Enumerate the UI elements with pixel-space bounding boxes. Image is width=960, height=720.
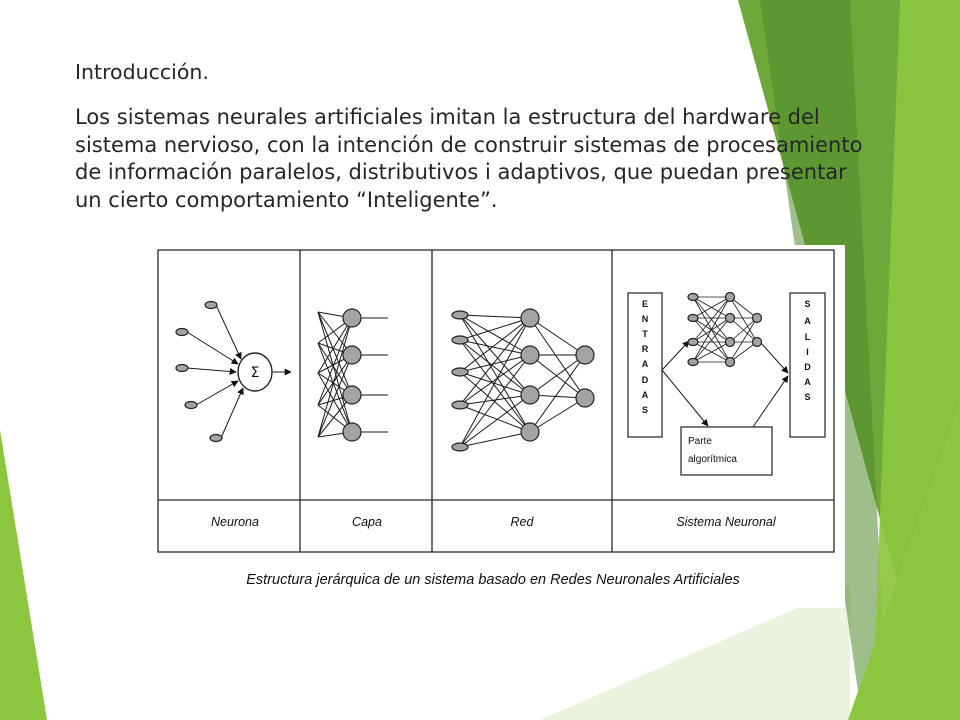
column-label-neurona: Neurona: [211, 515, 259, 529]
connection: [460, 315, 530, 318]
outputs-box-letter: I: [806, 347, 809, 357]
green-facet-left: [0, 430, 47, 720]
hidden-node: [521, 423, 539, 441]
input-node: [210, 435, 222, 442]
column-labels: [211, 515, 777, 529]
figure-caption: Estructura jerárquica de un sistema basado en Redes Neuronales Artificiales: [246, 572, 740, 588]
panel-neurona: [176, 302, 291, 442]
inputs-box-letter: S: [641, 405, 649, 415]
neuron-node: [343, 309, 361, 327]
figure-neural-hierarchy: [155, 245, 845, 608]
input-arrow: [196, 381, 238, 405]
input-node: [688, 294, 698, 301]
neuron-node: [343, 386, 361, 404]
input-node: [185, 402, 197, 409]
input-node: [452, 401, 468, 409]
input-node: [176, 329, 188, 336]
inputs-box-letter: A: [641, 390, 649, 400]
input-node: [452, 311, 468, 319]
body-line: sistema nervioso, con la intención de construir sistemas de procesamiento: [75, 132, 863, 157]
inputs-box-letter: D: [641, 375, 649, 385]
output-node: [576, 346, 594, 364]
connection: [730, 297, 757, 318]
input-arrow: [216, 305, 241, 359]
output-node: [753, 314, 762, 323]
connection: [460, 340, 530, 355]
connection: [530, 318, 585, 355]
outputs-box-letter: L: [804, 332, 811, 342]
outputs-box-letter: A: [804, 316, 811, 326]
body-line: un cierto comportamiento “Inteligente”.: [75, 187, 498, 212]
panel-red: [452, 309, 594, 451]
input-node: [688, 339, 698, 346]
connection: [460, 315, 530, 432]
hidden-node: [726, 338, 735, 347]
inputs-box-letter: A: [641, 359, 649, 369]
input-node: [452, 443, 468, 451]
column-label-red: Red: [510, 515, 534, 529]
neuron-node: [343, 346, 361, 364]
slide-body: [75, 104, 862, 214]
input-node: [452, 336, 468, 344]
input-node: [688, 359, 698, 366]
column-label-sistema-neuronal: Sistema Neuronal: [676, 515, 776, 529]
connection: [460, 395, 530, 405]
input-arrow: [187, 368, 236, 372]
input-node: [452, 368, 468, 376]
neuron-node: [343, 423, 361, 441]
body-line: Los sistemas neurales artificiales imitan la estructura del hardware del: [75, 105, 820, 129]
body-line: de información paralelos, distributivos i adaptivos, que puedan presentar: [75, 160, 847, 184]
slide-heading: Introducción.: [75, 60, 209, 84]
column-label-capa: Capa: [352, 515, 382, 529]
input-node: [176, 365, 188, 372]
output-node: [576, 389, 594, 407]
flow-arrow: [753, 376, 788, 427]
hidden-node: [726, 293, 735, 302]
connection: [460, 355, 530, 405]
connection: [530, 398, 585, 432]
hidden-node: [726, 314, 735, 323]
summation-symbol: Σ: [250, 365, 260, 381]
output-node: [753, 338, 762, 347]
algorithmic-box-line: algorítmica: [688, 454, 737, 465]
connection: [460, 355, 530, 447]
outputs-box-letter: D: [804, 362, 811, 372]
hidden-node: [726, 358, 735, 367]
hidden-node: [521, 309, 539, 327]
algorithmic-box-line: Parte: [688, 436, 712, 447]
inputs-box-letter: R: [641, 344, 649, 354]
hidden-node: [521, 386, 539, 404]
outputs-box-letter: S: [804, 392, 811, 402]
input-node: [205, 302, 217, 309]
inputs-box-letter: E: [641, 299, 649, 309]
flow-arrow: [662, 370, 708, 426]
inputs-box-letter: T: [642, 329, 648, 339]
figure-diagram: [155, 245, 845, 608]
panel-capa: [318, 309, 388, 441]
inputs-box-letter: N: [641, 314, 649, 324]
flow-arrow: [761, 343, 788, 373]
panel-sistema-neuronal: [628, 293, 825, 476]
connection: [460, 372, 530, 432]
hidden-node: [521, 346, 539, 364]
outputs-box-letter: A: [804, 377, 811, 387]
outputs-box-letter: S: [804, 299, 811, 309]
input-arrow: [221, 388, 243, 438]
input-node: [688, 315, 698, 322]
algorithmic-part-box: [681, 427, 772, 475]
flow-arrow: [662, 341, 689, 370]
connection: [318, 318, 352, 373]
